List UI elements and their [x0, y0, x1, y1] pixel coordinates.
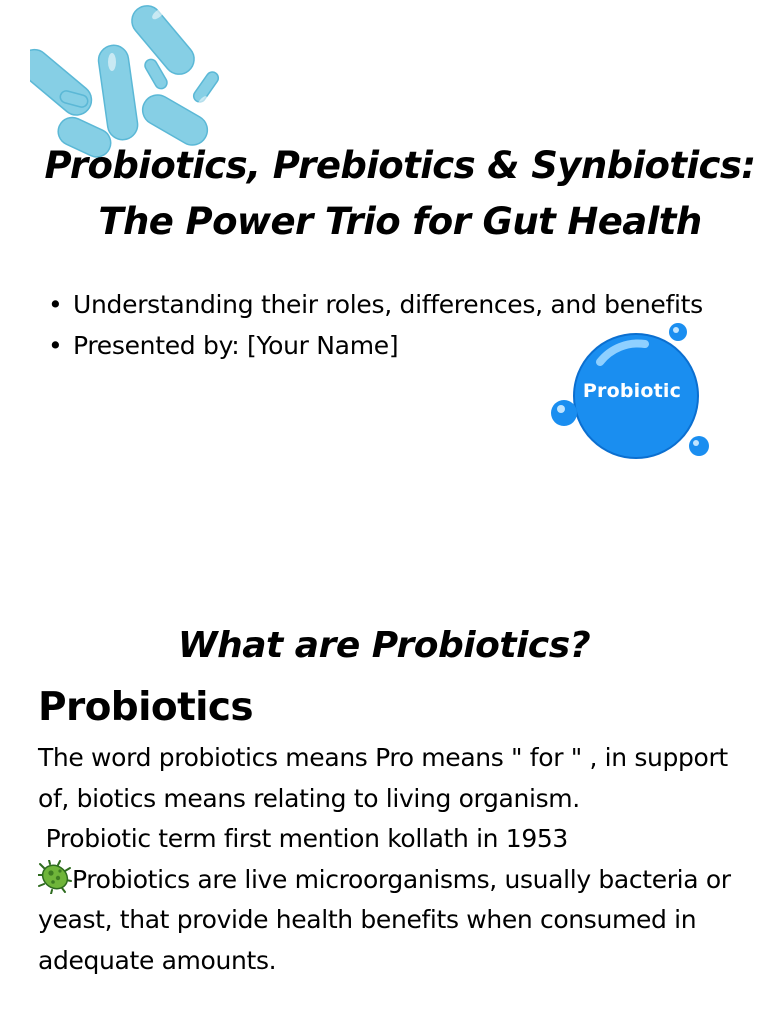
paragraph-history: Probiotic term first mention kollath in 1953 [38, 824, 568, 853]
bacteria-cluster-icon [30, 0, 230, 160]
bullet-item: • Understanding their roles, differences, and benefits [44, 284, 704, 325]
slide-title [40, 138, 760, 250]
section-title: Probiotics [38, 685, 254, 730]
paragraph-definition: The word probiotics means Pro means " for " , in support of, biotics means relating to living organism. [38, 743, 728, 813]
badge-label: Probiotic [582, 380, 682, 402]
bullet-item: • Presented by: [Your Name] [44, 325, 704, 366]
body-text [38, 738, 748, 981]
paragraph-description [38, 860, 748, 982]
microbe-icon [38, 860, 72, 894]
title-line-2: The Power Trio for Gut Health [98, 200, 702, 243]
slide-heading: What are Probiotics? [177, 625, 591, 666]
title-line-1: Probiotics, Prebiotics & Synbiotics: [44, 144, 756, 187]
bullet-list [44, 284, 704, 366]
paragraph-description-text: Probiotics are live microorganisms, usually bacteria or yeast, that provide health benefits when consumed in adequate amounts. [38, 864, 731, 975]
